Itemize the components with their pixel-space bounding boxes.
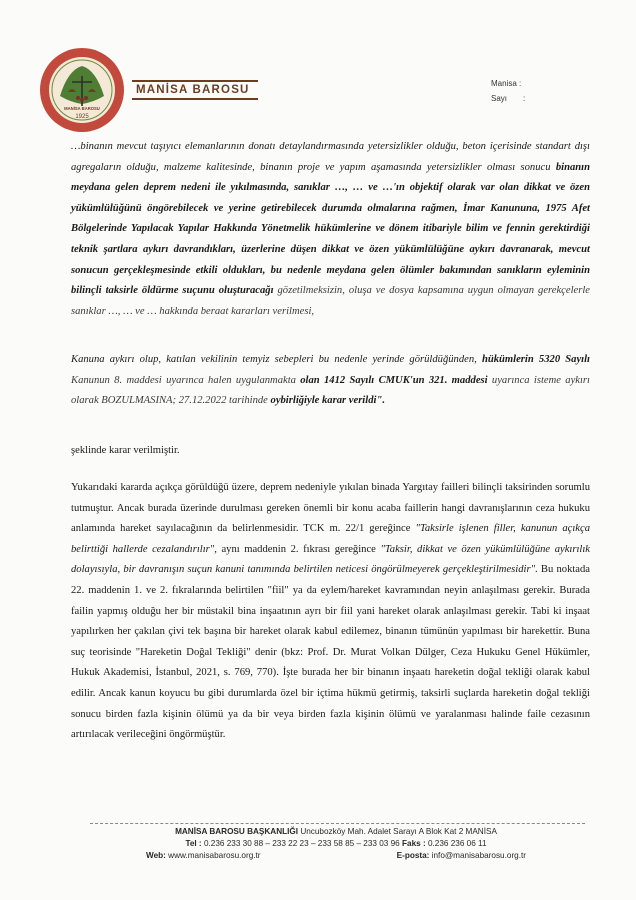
quote-paragraph-2 (71, 350, 590, 412)
p2-text-2: Kanunun 8. maddesi uyarınca halen uygulanmakta (71, 374, 296, 386)
manisa-label: Manisa : (491, 79, 522, 88)
seal-year: 1925 (75, 114, 89, 120)
p4-italic-1: "Taksirle işlenen filler, kanunun açıkça belirttiği hallerde cezalandırılır" (71, 523, 591, 555)
manisa-bar-seal-logo (38, 46, 126, 134)
p2-text-3: uyarınca isteme aykırı olarak BOZULMASINA; 27.12.2022 tarihinde (71, 374, 591, 407)
quote-paragraph-1 (71, 137, 590, 322)
footer-web-label: Web: (146, 851, 166, 860)
p2-bold-3: oybirliğiyle karar verildi". (270, 395, 385, 407)
p4-text-1: Yukarıdaki kararda açıkça görüldüğü üzere, deprem nedeniyle yıkılan binada Yargıtay failleri bilinçli taksirinden sorumlu tutmuştur. Ancak burada üzerinde durulması gereken önemli bir konu acaba faillerin hangi davranışlarının ceza hukuku anlamında hareket sayılacağının da belirlenmesidir. TCK m. 22/1 gereğince (71, 482, 590, 535)
sayi-label: Sayı (491, 94, 508, 103)
footer-address: Uncubozköy Mah. Adalet Sarayı A Blok Kat 2 MANİSA (300, 827, 497, 836)
header-meta (491, 76, 525, 106)
footer-org: MANİSA BAROSU BAŞKANLIĞI (175, 827, 299, 836)
p1-bold-2: İmar Kanununa, 1975 Afet Bölgelerinde Yapılacak Yapılar Hakkında Yönetmelik hükümlerine ve dönem itibariyle bilim ve fennin gerektirdiği teknik şartlara aykırı davrandıkları, üzerlerine düşen dikkat ve özen yükümlülüğüne aykırı davranarak, mevcut sonucun gerçekleşmesinde etkili oldukları, bu nedenle meydana gelen ölümler bakımından sanıkların eyleminin bilinçli taksirle öldürme suçunu oluşturacağı (71, 202, 590, 297)
letterhead-footer (146, 826, 526, 862)
paragraph-conclusion: şeklinde karar verilmiştir. (71, 445, 180, 456)
paragraph-analysis (71, 478, 590, 746)
p1-bold-1: binanın meydana gelen deprem nedeni ile yıkılmasında, sanıklar …, … ve …'ın objektif olarak var olan dikkat ve özen yükümlülüğünü öngörebilecek ve yerine getirebilecek durumda olmalarına rağmen, (71, 161, 590, 214)
footer-fax: 0.236 236 06 11 (427, 839, 487, 848)
seal-ring-text: MANİSA BAROSU (64, 106, 100, 111)
footer-web[interactable]: www.manisabarosu.org.tr (168, 851, 261, 860)
p1-text-1: …binanın mevcut taşıyıcı elemanlarının donatı detaylandırmasında yetersizlikler olduğu, beton içerisinde standart dışı agregaların olduğu, malzeme kalitesinde, binanın proje ve yapım aşamasında yetersizlikler olması sonucu (71, 141, 590, 173)
footer-fax-label: Faks : (402, 839, 426, 848)
p2-bold-1: hükümlerin 5320 Sayılı (481, 354, 590, 365)
p4-text-2: , aynı maddenin 2. fıkrası gereğince (214, 543, 381, 555)
p4-italic-2: "Taksir, dikkat ve özen yükümlülüğüne aykırılık dolayısıyla, bir davranışın suçun kanuni tanımında belirtilen neticesi öngörülmeyerek gerçekleştirilmesidir" (71, 543, 590, 576)
p2-text-1: Kanuna aykırı olup, katılan vekilinin temyiz sebepleri bu nedenle yerinde görüldüğünden, (71, 354, 482, 365)
p2-bold-2: olan 1412 Sayılı CMUK'un 321. maddesi (295, 374, 492, 386)
p4-text-3: . Bu noktada 22. maddenin 1. ve 2. fıkralarında belirtilen "fiil" ya da eylem/hareket kavramından neyin anlaşılması gerekir. Burada failin yapmış olduğu her bir müstakil bina inşaatının ayrı bir fiil yani hareket olarak anlaşılması gerekir. Tabi ki inşaat yapılırken her çakılan çivi tek başına bir hareket olarak kabul edilemez, binanın tümünün yapılması bir harekettir. Buna suç teorisinde "Hareketin Doğal Tekliği" denir (bkz: Prof. Dr. Murat Volkan Dülger, Ceza Hukuku Genel Hükümler, Hukuk Akademisi, İstanbul, 2021, s. 769, 770). İşte burada her bir binanın inşaatı hareketin doğal tekliği olarak kabul edilir. Ancak kanun koyucu bu gibi durumlarda özel bir içtima hükmü getirmiş, taksirli suçlarda hareketin doğal tekliği sonucu birden fazla kişinin ölümü ya da bir veya birden fazla kişinin ölümü ve yaralanması halinde faile cezasının artırılacak verileceğini öngörmüştür. (71, 564, 591, 741)
footer-tel: 0.236 233 30 88 – 233 22 23 – 233 58 85 – 233 03 96 (203, 839, 400, 848)
footer-tel-label: Tel : (185, 839, 202, 848)
footer-divider (90, 823, 585, 824)
footer-email[interactable]: info@manisabarosu.org.tr (431, 851, 526, 860)
p1-text-3: gözetilmeksizin, oluşa ve dosya kapsamına uygun olmayan gerekçelerle sanıklar …, … ve … hakkında beraat kararları verilmesi, (71, 285, 590, 317)
bar-name-title: MANİSA BAROSU (132, 80, 258, 100)
sayi-colon: : (523, 94, 526, 103)
footer-email-label: E-posta: (396, 851, 430, 860)
